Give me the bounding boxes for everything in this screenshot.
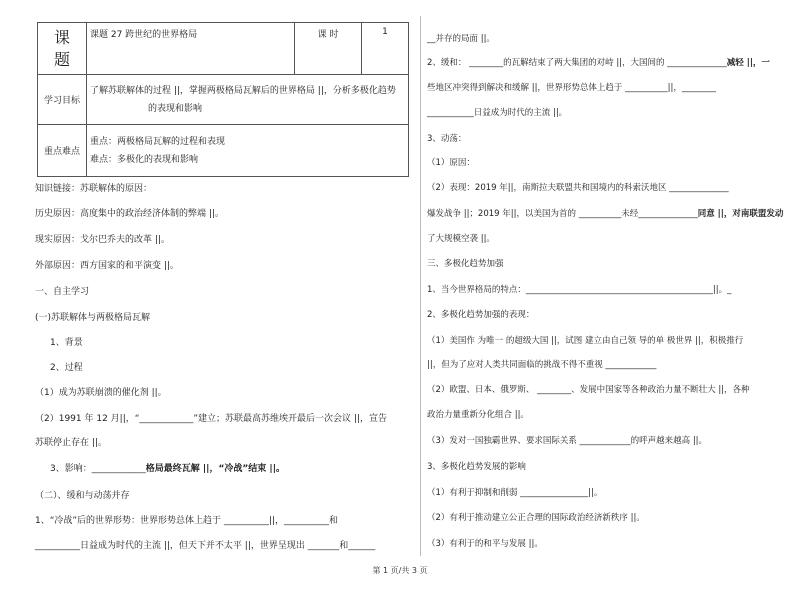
left-line-3: 现实原因：戈尔巴乔夫的改革 ||。 xyxy=(35,235,170,245)
right-line-8 xyxy=(427,208,783,220)
left-line-8: 2、过程 xyxy=(50,363,83,373)
goal-label: 学习目标 xyxy=(38,75,87,125)
subsection-heading-2: （二）、缓和与动荡并存 xyxy=(35,491,130,501)
title-cell xyxy=(38,23,87,75)
key-line-1: 重点：两极格局瓦解的过程和表现 xyxy=(90,136,226,147)
goal-cell xyxy=(87,75,409,125)
key-line-2: 难点：多极化的表现和影响 xyxy=(90,154,199,165)
right-line-5: 3、动荡： xyxy=(427,134,467,144)
title-char-1: 课 xyxy=(53,27,70,47)
lesson-header-table xyxy=(37,22,409,177)
right-line-6: （1）原因： xyxy=(427,158,475,168)
left-line-12 xyxy=(50,463,285,475)
section-heading-1: 一、自主学习 xyxy=(35,287,90,297)
topic-cell: 课题 27 跨世纪的世界格局 xyxy=(87,23,295,75)
subsection-heading-1: (一)苏联解体与两极格局瓦解 xyxy=(35,313,151,323)
right-line-8-b: 同意 ||，对南联盟发动 xyxy=(697,209,784,219)
column-divider xyxy=(420,16,421,556)
page-footer: 第 1 页/共 3 页 xyxy=(372,566,428,575)
right-line-13: （1）美国作 为唯一 的超级大国 ||，试图 建立由自己领 导的单 极世界 ||，积极推行 xyxy=(427,336,744,346)
goal-line-1: 了解苏联解体的过程 ||，掌握两极格局瓦解后的世界格局 ||，分析多极化趋势 xyxy=(90,85,396,96)
left-line-14: 1、“冷战”后的世界形势：世界形势总体上趋于 __________||，__________和 xyxy=(35,516,338,526)
right-line-18: 3、多极化趋势发展的影响 xyxy=(427,462,526,472)
right-line-2 xyxy=(427,57,770,69)
right-line-2-a: 2、缓和： ________的瓦解结束了两大集团的对峙 ||，大国间的 ______________ xyxy=(427,58,727,68)
key-cell xyxy=(87,125,409,177)
right-line-9: 了大规模空袭 ||。 xyxy=(427,234,495,244)
left-line-15: __________日益成为时代的主流 ||，但天下并不太平 ||，世界呈现出 _______和______ xyxy=(35,541,376,551)
hours-value: 1 xyxy=(362,23,409,75)
left-line-2: 历史原因：高度集中的政治经济体制的弊端 ||。 xyxy=(35,209,224,219)
left-line-11: 苏联停止存在 ||。 xyxy=(35,438,107,448)
right-line-8-a: 爆发战争 ||；2019 年||，以美国为首的 __________未经______________ xyxy=(427,209,698,219)
right-line-14: ||，但为了应对人类共同面临的挑战不得不重视 ____________ xyxy=(427,360,657,370)
right-line-11: 1、当今世界格局的特点：____________________________________________||。_ xyxy=(427,285,732,295)
left-line-1: 知识链接：苏联解体的原因： xyxy=(35,184,153,194)
left-line-7: 1、背景 xyxy=(50,338,83,348)
right-line-3: 些地区冲突得到解决和缓解 ||，世界形势总体上趋于 __________||，________ xyxy=(427,83,716,93)
left-line-9: （1）成为苏联崩溃的催化剂 ||。 xyxy=(35,388,167,398)
hours-label: 课 时 xyxy=(295,23,362,75)
left-line-10: （2）1991 年 12 月||，“____________”建立；苏联最高苏维埃开最后一次会议 ||，宣告 xyxy=(35,414,387,424)
key-label: 重点难点 xyxy=(38,125,87,177)
left-line-12-b: 格局最终瓦解 ||，“冷战”结束 ||。 xyxy=(145,464,285,474)
right-line-7: （2）表现：2019 年||，南斯拉夫联盟共和国境内的科索沃地区 ______________ xyxy=(427,183,729,193)
right-line-21: （3）有利于的和平与发展 ||。 xyxy=(427,539,543,549)
goal-line-2: 的表现和影响 xyxy=(148,103,203,114)
right-line-17: （3）发对一国独霸世界、要求国际关系 ____________的呼声越来越高 ||。 xyxy=(427,436,708,446)
title-char-2: 题 xyxy=(53,49,70,69)
left-line-4: 外部原因：西方国家的和平演变 ||。 xyxy=(35,261,179,271)
section-heading-3: 三、多极化趋势加强 xyxy=(427,259,504,269)
right-line-2-b: 减轻 ||，一 xyxy=(726,58,770,68)
right-line-12: 2、多极化趋势加强的表现： xyxy=(427,310,535,320)
right-line-20: （2）有利于推动建立公正合理的国际政治经济新秩序 ||。 xyxy=(427,513,645,523)
right-line-4: ___________日益成为时代的主流 ||。 xyxy=(427,108,568,118)
right-line-19: （1）有利于抑制和削弱 ________________||。 xyxy=(427,488,603,498)
left-line-12-a: 3、影响：____________ xyxy=(50,464,146,474)
right-line-1: __并存的局面 ||。 xyxy=(427,34,495,44)
right-line-16: 政治力量重新分化组合 ||。 xyxy=(427,410,529,420)
right-line-15: （2）欧盟、日本、俄罗斯、 ________、发展中国家等各种政治力量不断壮大 ||，各种 xyxy=(427,385,750,395)
